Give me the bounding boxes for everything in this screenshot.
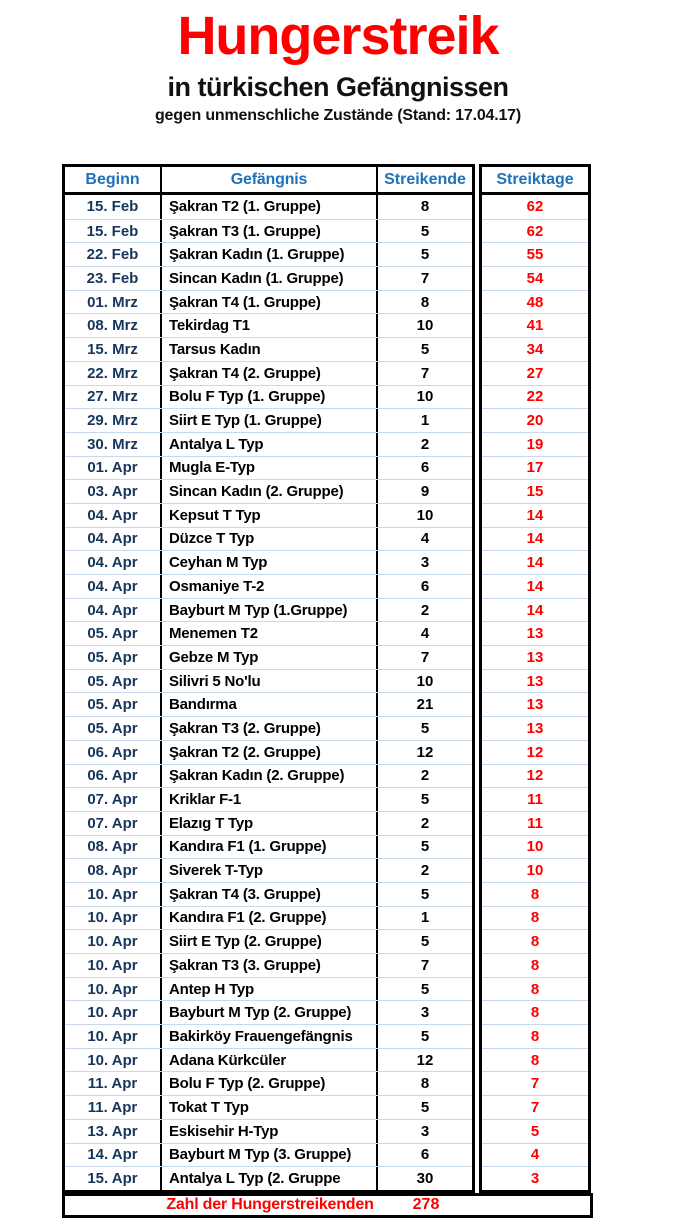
streiktage-row [482, 692, 588, 716]
cell-begin-date: 05. Apr [65, 693, 162, 716]
cell-strike-days: 48 [526, 293, 544, 311]
cell-strike-days: 8 [530, 1004, 540, 1022]
cell-strikers-count: 10 [416, 388, 434, 406]
cell-strikers-count: 2 [420, 601, 430, 619]
main-table [62, 164, 475, 1193]
cell-strikers-count: 8 [420, 293, 430, 311]
cell-begin-date: 30. Mrz [65, 433, 162, 456]
cell-strikers-count: 5 [420, 340, 430, 358]
cell-prison-name: Şakran T2 (2. Gruppe) [162, 741, 378, 764]
cell-prison-name: Antep H Typ [162, 978, 378, 1001]
cell-strike-days: 12 [526, 767, 544, 785]
streiktage-row [482, 385, 588, 409]
streiktage-header-row [482, 167, 588, 195]
cell-strikers-count: 6 [420, 459, 430, 477]
cell-strikers-count: 2 [420, 435, 430, 453]
streiktage-row [482, 598, 588, 622]
streiktage-row [482, 1024, 588, 1048]
streiktage-row [482, 1095, 588, 1119]
streiktage-row [482, 1166, 588, 1190]
table-row [65, 242, 472, 266]
cell-strikers-count: 30 [416, 1170, 434, 1188]
table-row [65, 337, 472, 361]
cell-strikers-count: 5 [420, 933, 430, 951]
table-row [65, 385, 472, 409]
cell-prison-name: Antalya L Typ (2. Gruppe [162, 1167, 378, 1190]
cell-prison-name: Şakran T3 (3. Gruppe) [162, 954, 378, 977]
cell-prison-name: Bayburt M Typ (2. Gruppe) [162, 1001, 378, 1024]
cell-prison-name: Bakirköy Frauengefängnis [162, 1025, 378, 1048]
cell-strike-days: 15 [526, 483, 544, 501]
cell-strike-days: 14 [526, 601, 544, 619]
streiktage-row [482, 432, 588, 456]
column-header-beginn: Beginn [65, 167, 162, 192]
streiktage-row [482, 811, 588, 835]
cell-strike-days: 14 [526, 530, 544, 548]
table-row [65, 929, 472, 953]
cell-strike-days: 34 [526, 340, 544, 358]
cell-strike-days: 8 [530, 956, 540, 974]
cell-prison-name: Silivri 5 No'lu [162, 670, 378, 693]
cell-strikers-count: 6 [420, 1146, 430, 1164]
table-row [65, 550, 472, 574]
cell-begin-date: 15. Mrz [65, 338, 162, 361]
cell-begin-date: 04. Apr [65, 504, 162, 527]
cell-strikers-count: 6 [420, 577, 430, 595]
cell-strike-days: 14 [526, 577, 544, 595]
streiktage-row [482, 503, 588, 527]
table-row [65, 1024, 472, 1048]
streiktage-row [482, 550, 588, 574]
table-row [65, 1166, 472, 1190]
table-row [65, 479, 472, 503]
cell-begin-date: 04. Apr [65, 551, 162, 574]
table-row [65, 1048, 472, 1072]
streiktage-row [482, 337, 588, 361]
cell-begin-date: 05. Apr [65, 717, 162, 740]
cell-begin-date: 22. Feb [65, 243, 162, 266]
table-row [65, 1143, 472, 1167]
table-area [62, 164, 593, 1193]
footer-total-label: Zahl der Hungerstreikenden [166, 1196, 374, 1214]
cell-strike-days: 14 [526, 554, 544, 572]
table-row [65, 882, 472, 906]
cell-strikers-count: 7 [420, 269, 430, 287]
cell-strikers-count: 3 [420, 554, 430, 572]
cell-begin-date: 27. Mrz [65, 386, 162, 409]
cell-strikers-count: 1 [420, 412, 430, 430]
cell-strikers-count: 3 [420, 1122, 430, 1140]
streiktage-row [482, 1119, 588, 1143]
cell-strikers-count: 10 [416, 672, 434, 690]
cell-prison-name: Şakran T4 (2. Gruppe) [162, 362, 378, 385]
table-row [65, 645, 472, 669]
streiktage-row [482, 906, 588, 930]
cell-strikers-count: 21 [416, 696, 434, 714]
streiktage-row [482, 574, 588, 598]
cell-strike-days: 27 [526, 364, 544, 382]
table-header-row [65, 167, 472, 195]
table-row [65, 716, 472, 740]
page-tagline: gegen unmenschliche Zustände (Stand: 17.04.17) [154, 106, 521, 124]
cell-strikers-count: 10 [416, 506, 434, 524]
cell-prison-name: Kandıra F1 (1. Gruppe) [162, 836, 378, 859]
cell-prison-name: Gebze M Typ [162, 646, 378, 669]
cell-strikers-count: 5 [420, 246, 430, 264]
cell-prison-name: Kriklar F-1 [162, 788, 378, 811]
cell-strike-days: 54 [526, 269, 544, 287]
cell-prison-name: Bayburt M Typ (3. Gruppe) [162, 1144, 378, 1167]
column-header-streiktage: Streiktage [496, 170, 574, 188]
table-row [65, 432, 472, 456]
cell-prison-name: Şakran T2 (1. Gruppe) [162, 195, 378, 219]
table-row [65, 953, 472, 977]
cell-begin-date: 10. Apr [65, 954, 162, 977]
cell-begin-date: 03. Apr [65, 480, 162, 503]
streiktage-row [482, 929, 588, 953]
streiktage-row [482, 787, 588, 811]
cell-strikers-count: 7 [420, 364, 430, 382]
table-row [65, 1000, 472, 1024]
cell-strike-days: 41 [526, 317, 544, 335]
table-row [65, 621, 472, 645]
cell-begin-date: 10. Apr [65, 1001, 162, 1024]
table-row [65, 858, 472, 882]
table-footer-row [62, 1193, 593, 1218]
table-row [65, 787, 472, 811]
table-row [65, 266, 472, 290]
cell-prison-name: Adana Kürkcüler [162, 1049, 378, 1072]
cell-strike-days: 8 [530, 1051, 540, 1069]
table-row [65, 408, 472, 432]
cell-strike-days: 19 [526, 435, 544, 453]
table-row [65, 835, 472, 859]
table-row [65, 740, 472, 764]
cell-strike-days: 17 [526, 459, 544, 477]
table-row [65, 456, 472, 480]
cell-prison-name: Kandıra F1 (2. Gruppe) [162, 907, 378, 930]
streiktage-row [482, 1143, 588, 1167]
cell-strike-days: 10 [526, 838, 544, 856]
cell-strike-days: 13 [526, 625, 544, 643]
cell-strike-days: 10 [526, 862, 544, 880]
streiktage-row [482, 361, 588, 385]
cell-prison-name: Ceyhan M Typ [162, 551, 378, 574]
cell-prison-name: Kepsut T Typ [162, 504, 378, 527]
cell-strikers-count: 5 [420, 719, 430, 737]
streiktage-row [482, 716, 588, 740]
cell-strikers-count: 5 [420, 222, 430, 240]
cell-strike-days: 8 [530, 909, 540, 927]
cell-strikers-count: 10 [416, 317, 434, 335]
cell-strikers-count: 12 [416, 743, 434, 761]
table-row [65, 598, 472, 622]
streiktage-row [482, 456, 588, 480]
cell-prison-name: Şakran T3 (2. Gruppe) [162, 717, 378, 740]
streiktage-row [482, 1048, 588, 1072]
cell-prison-name: Şakran T3 (1. Gruppe) [162, 220, 378, 243]
cell-prison-name: Siverek T-Typ [162, 859, 378, 882]
table-row [65, 811, 472, 835]
table-row [65, 313, 472, 337]
table-row [65, 195, 472, 219]
streiktage-row [482, 290, 588, 314]
cell-prison-name: Sincan Kadın (2. Gruppe) [162, 480, 378, 503]
cell-strikers-count: 1 [420, 909, 430, 927]
cell-strikers-count: 5 [420, 1027, 430, 1045]
streiktage-row [482, 242, 588, 266]
cell-prison-name: Bolu F Typ (1. Gruppe) [162, 386, 378, 409]
cell-strikers-count: 12 [416, 1051, 434, 1069]
cell-strikers-count: 5 [420, 791, 430, 809]
cell-begin-date: 10. Apr [65, 1025, 162, 1048]
cell-begin-date: 08. Mrz [65, 314, 162, 337]
cell-begin-date: 05. Apr [65, 622, 162, 645]
streiktage-row [482, 1071, 588, 1095]
streiktage-row [482, 764, 588, 788]
table-row [65, 219, 472, 243]
cell-prison-name: Osmaniye T-2 [162, 575, 378, 598]
cell-prison-name: Tekirdag T1 [162, 314, 378, 337]
cell-strike-days: 62 [526, 222, 544, 240]
streiktage-row [482, 219, 588, 243]
table-row [65, 361, 472, 385]
cell-prison-name: Mugla E-Typ [162, 457, 378, 480]
cell-strikers-count: 5 [420, 980, 430, 998]
cell-begin-date: 06. Apr [65, 765, 162, 788]
streiktage-row [482, 645, 588, 669]
page-title: Hungerstreik [177, 6, 499, 66]
cell-strike-days: 4 [530, 1146, 540, 1164]
cell-begin-date: 10. Apr [65, 907, 162, 930]
footer-total-value: 278 [412, 1196, 440, 1214]
cell-strike-days: 55 [526, 246, 544, 264]
cell-begin-date: 15. Feb [65, 195, 162, 219]
cell-prison-name: Bolu F Typ (2. Gruppe) [162, 1072, 378, 1095]
cell-begin-date: 08. Apr [65, 859, 162, 882]
cell-strike-days: 8 [530, 885, 540, 903]
cell-strike-days: 8 [530, 1027, 540, 1045]
streiktage-row [482, 313, 588, 337]
streiktage-row [482, 669, 588, 693]
cell-strikers-count: 5 [420, 885, 430, 903]
cell-prison-name: Eskisehir H-Typ [162, 1120, 378, 1143]
cell-strike-days: 7 [530, 1075, 540, 1093]
cell-prison-name: Siirt E Typ (2. Gruppe) [162, 930, 378, 953]
cell-strikers-count: 2 [420, 862, 430, 880]
cell-strike-days: 13 [526, 672, 544, 690]
cell-prison-name: Bayburt M Typ (1.Gruppe) [162, 599, 378, 622]
cell-prison-name: Tarsus Kadın [162, 338, 378, 361]
cell-begin-date: 23. Feb [65, 267, 162, 290]
cell-begin-date: 04. Apr [65, 575, 162, 598]
cell-prison-name: Antalya L Typ [162, 433, 378, 456]
title-block [0, 8, 676, 125]
cell-begin-date: 04. Apr [65, 599, 162, 622]
table-row [65, 503, 472, 527]
cell-begin-date: 15. Apr [65, 1167, 162, 1190]
cell-strike-days: 14 [526, 506, 544, 524]
cell-prison-name: Tokat T Typ [162, 1096, 378, 1119]
cell-prison-name: Şakran T4 (3. Gruppe) [162, 883, 378, 906]
cell-begin-date: 10. Apr [65, 883, 162, 906]
table-row [65, 527, 472, 551]
cell-prison-name: Düzce T Typ [162, 528, 378, 551]
cell-strikers-count: 4 [420, 625, 430, 643]
cell-begin-date: 13. Apr [65, 1120, 162, 1143]
cell-begin-date: 01. Apr [65, 457, 162, 480]
cell-strikers-count: 9 [420, 483, 430, 501]
cell-prison-name: Menemen T2 [162, 622, 378, 645]
cell-prison-name: Elazıg T Typ [162, 812, 378, 835]
cell-begin-date: 10. Apr [65, 978, 162, 1001]
cell-strikers-count: 5 [420, 838, 430, 856]
page-subtitle: in türkischen Gefängnissen [167, 71, 509, 102]
cell-prison-name: Sincan Kadın (1. Gruppe) [162, 267, 378, 290]
streiktage-row [482, 527, 588, 551]
table-row [65, 692, 472, 716]
cell-begin-date: 22. Mrz [65, 362, 162, 385]
table-row [65, 764, 472, 788]
table-row [65, 669, 472, 693]
cell-strike-days: 62 [526, 198, 544, 216]
cell-strikers-count: 2 [420, 767, 430, 785]
cell-strike-days: 13 [526, 719, 544, 737]
cell-strike-days: 22 [526, 388, 544, 406]
table-row [65, 906, 472, 930]
cell-begin-date: 11. Apr [65, 1072, 162, 1095]
cell-begin-date: 15. Feb [65, 220, 162, 243]
column-header-streikende: Streikende [384, 170, 466, 188]
streiktage-row [482, 953, 588, 977]
cell-strike-days: 3 [530, 1170, 540, 1188]
streiktage-row [482, 740, 588, 764]
streiktage-row [482, 858, 588, 882]
cell-begin-date: 10. Apr [65, 1049, 162, 1072]
cell-begin-date: 01. Mrz [65, 291, 162, 314]
cell-strikers-count: 5 [420, 1098, 430, 1116]
cell-strike-days: 20 [526, 412, 544, 430]
cell-strikers-count: 8 [420, 198, 430, 216]
cell-strikers-count: 3 [420, 1004, 430, 1022]
cell-strikers-count: 2 [420, 814, 430, 832]
table-row [65, 1119, 472, 1143]
cell-strike-days: 11 [527, 791, 543, 809]
cell-begin-date: 10. Apr [65, 930, 162, 953]
table-row [65, 290, 472, 314]
cell-begin-date: 14. Apr [65, 1144, 162, 1167]
table-row [65, 574, 472, 598]
streiktage-row [482, 408, 588, 432]
column-header-gefaengnis: Gefängnis [162, 167, 378, 192]
cell-prison-name: Bandırma [162, 693, 378, 716]
cell-begin-date: 06. Apr [65, 741, 162, 764]
table-row [65, 1071, 472, 1095]
cell-strike-days: 13 [526, 696, 544, 714]
cell-strikers-count: 7 [420, 956, 430, 974]
cell-strikers-count: 7 [420, 648, 430, 666]
cell-begin-date: 05. Apr [65, 670, 162, 693]
cell-strikers-count: 4 [420, 530, 430, 548]
main-table-body [65, 195, 472, 1190]
streiktage-row [482, 621, 588, 645]
cell-begin-date: 07. Apr [65, 812, 162, 835]
days-col-body [482, 195, 588, 1190]
streiktage-row [482, 835, 588, 859]
cell-prison-name: Şakran Kadın (1. Gruppe) [162, 243, 378, 266]
cell-strike-days: 5 [530, 1122, 540, 1140]
cell-strike-days: 13 [526, 648, 544, 666]
cell-strike-days: 12 [526, 743, 544, 761]
cell-strike-days: 11 [527, 814, 543, 832]
data-table [62, 164, 593, 1218]
cell-begin-date: 08. Apr [65, 836, 162, 859]
streiktage-box [479, 164, 591, 1193]
cell-strikers-count: 8 [420, 1075, 430, 1093]
streiktage-row [482, 195, 588, 219]
cell-strike-days: 7 [530, 1098, 540, 1116]
streiktage-row [482, 266, 588, 290]
cell-begin-date: 11. Apr [65, 1096, 162, 1119]
table-row [65, 977, 472, 1001]
cell-begin-date: 04. Apr [65, 528, 162, 551]
streiktage-row [482, 479, 588, 503]
cell-prison-name: Şakran Kadın (2. Gruppe) [162, 765, 378, 788]
streiktage-row [482, 882, 588, 906]
cell-begin-date: 05. Apr [65, 646, 162, 669]
streiktage-row [482, 977, 588, 1001]
cell-strike-days: 8 [530, 933, 540, 951]
streiktage-row [482, 1000, 588, 1024]
cell-begin-date: 29. Mrz [65, 409, 162, 432]
cell-prison-name: Şakran T4 (1. Gruppe) [162, 291, 378, 314]
cell-strike-days: 8 [530, 980, 540, 998]
cell-begin-date: 07. Apr [65, 788, 162, 811]
table-row [65, 1095, 472, 1119]
cell-prison-name: Siirt E Typ (1. Gruppe) [162, 409, 378, 432]
